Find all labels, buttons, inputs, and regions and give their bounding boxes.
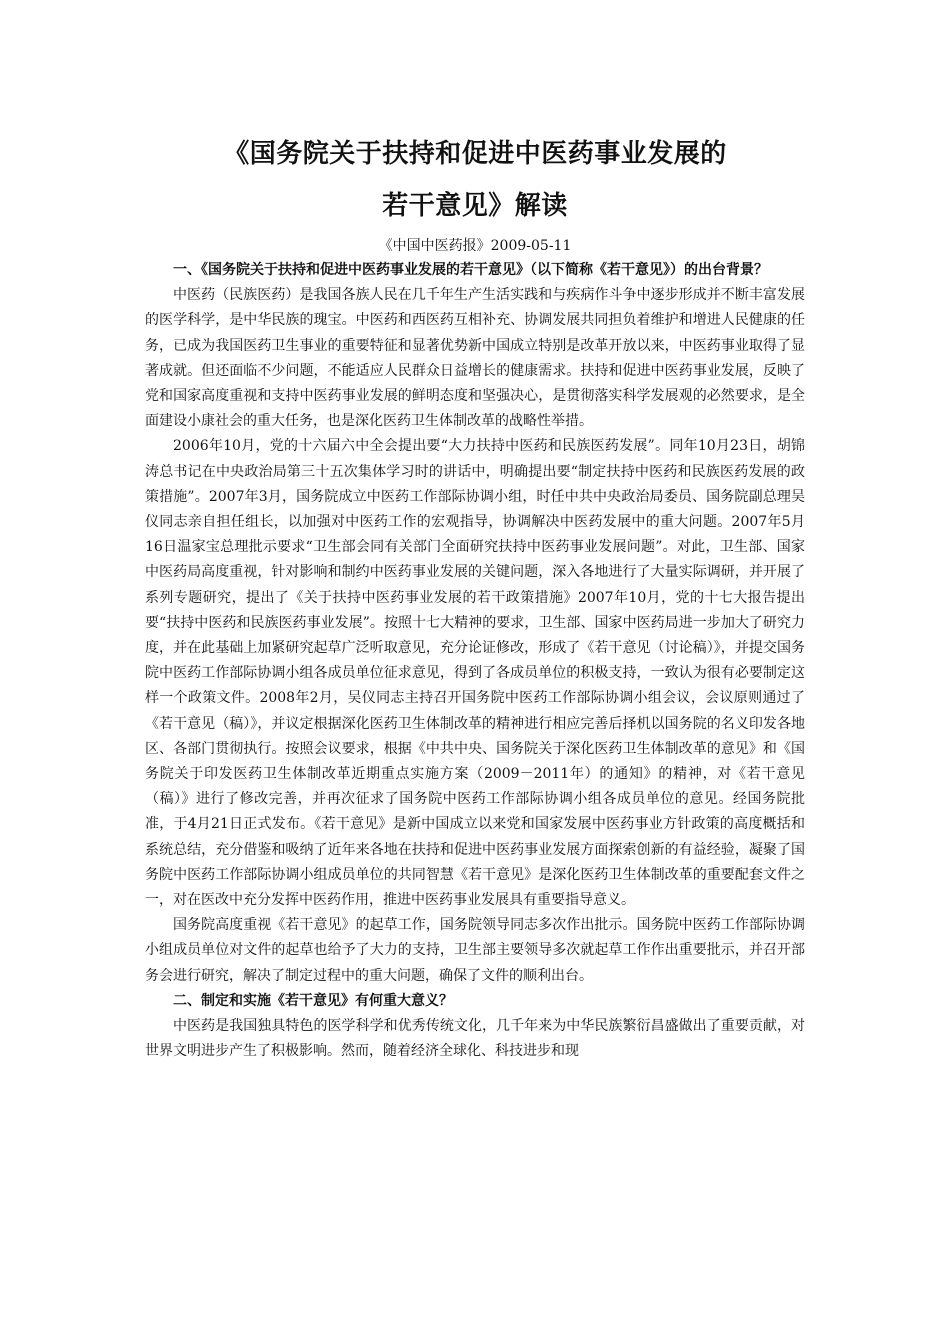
document-title (145, 128, 805, 232)
title-line-2: 若干意见》解读 (382, 191, 568, 221)
paragraph-1-2: 2006年10月，党的十六届六中全会提出要“大力扶持中医药和民族医药发展”。同年10月23日，胡锦涛总书记在中央政治局第三十五次集体学习时的讲话中，明确提出要“制定扶持中医药和民族医药发展的政策措施”。2007年3月，国务院成立中医药工作部际协调小组，时任中共中央政治局委员、国务院副总理吴仪同志亲自担任组长，以加强对中医药工作的宏观指导，协调解决中医药发展中的重大问题。2007年5月16日温家宝总理批示要求“卫生部会同有关部门全面研究扶持中医药事业发展问题”。对此，卫生部、国家中医药局高度重视，针对影响和制约中医药事业发展的关键问题，深入各地进行了大量实际调研，并开展了系列专题研究，提出了《关于扶持中医药事业发展的若干政策措施》2007年10月，党的十七大报告提出要“扶持中医药和民族医药事业发展”。按照十七大精神的要求，卫生部、国家中医药局进一步加大了研究力度，并在此基础上加紧研究起草广泛听取意见，充分论证修改，形成了《若干意见（讨论稿）》，并提交国务院中医药工作部际协调小组各成员单位征求意见，得到了各成员单位的积极支持，一致认为很有必要制定这样一个政策文件。2008年2月，吴仪同志主持召开国务院中医药工作部际协调小组会议，会议原则通过了《若干意见（稿）》，并议定根据深化医药卫生体制改革的精神进行相应完善后择机以国务院的名义印发各地区、各部门贯彻执行。按照会议要求，根据《中共中央、国务院关于深化医药卫生体制改革的意见》和《国务院关于印发医药卫生体制改革近期重点实施方案（2009－2011年）的通知》的精神，对《若干意见（稿）》进行了修改完善，并再次征求了国务院中医药工作部际协调小组各成员单位的意见。经国务院批准，于4月21日正式发布。《若干意见》是新中国成立以来党和国家发展中医药事业方针政策的高度概括和系统总结，充分借鉴和吸纳了近年来各地在扶持和促进中医药事业发展方面探索创新的有益经验，凝聚了国务院中医药工作部际协调小组成员单位的共同智慧《若干意见》是深化医药卫生体制改革的重要配套文件之一，对在医改中充分发挥中医药作用，推进中医药事业发展具有重要指导意义。 (145, 438, 805, 909)
paragraph-1-1: 中医药（民族医药）是我国各族人民在几千年生产生活实践和与疾病作斗争中逐步形成并不断丰富发展的医学科学，是中华民族的瑰宝。中医药和西医药互相补充、协调发展共同担负着维护和增进人民健康的任务，已成为我国医药卫生事业的重要特征和显著优势新中国成立特别是改革开放以来，中医药事业取得了显著成就。但还面临不少问题，不能适应人民群众日益增长的健康需求。扶持和促进中医药事业发展，反映了党和国家高度重视和支持中医药事业发展的鲜明态度和坚强决心，是贯彻落实科学发展观的必然要求，是全面建设小康社会的重大任务，也是深化医药卫生体制改革的战略性举措。 (145, 287, 805, 430)
section-heading-1: 一、《国务院关于扶持和促进中医药事业发展的若干意见》（以下简称《若干意见》）的出台背景？ (173, 262, 768, 278)
title-line-1: 《国务院关于扶持和促进中医药事业发展的 (223, 139, 727, 169)
document-page (145, 128, 805, 1065)
source-line: 《中国中医药报》2009-05-11 (378, 238, 572, 254)
paragraph-1-3: 国务院高度重视《若干意见》的起草工作，国务院领导同志多次作出批示。国务院中医药工作部际协调小组成员单位对文件的起草也给予了大力的支持，卫生部主要领导多次就起草工作作出重要批示，并召开部务会进行研究，解决了制定过程中的重大问题，确保了文件的顺利出台。 (145, 917, 805, 984)
paragraph-2-1: 中医药是我国独具特色的医学科学和优秀传统文化，几千年来为中华民族繁衍昌盛做出了重要贡献，对世界文明进步产生了积极影响。然而，随着经济全球化、科技进步和现 (145, 1018, 805, 1060)
section-heading-2: 二、制定和实施《若干意见》有何重大意义？ (173, 992, 453, 1009)
